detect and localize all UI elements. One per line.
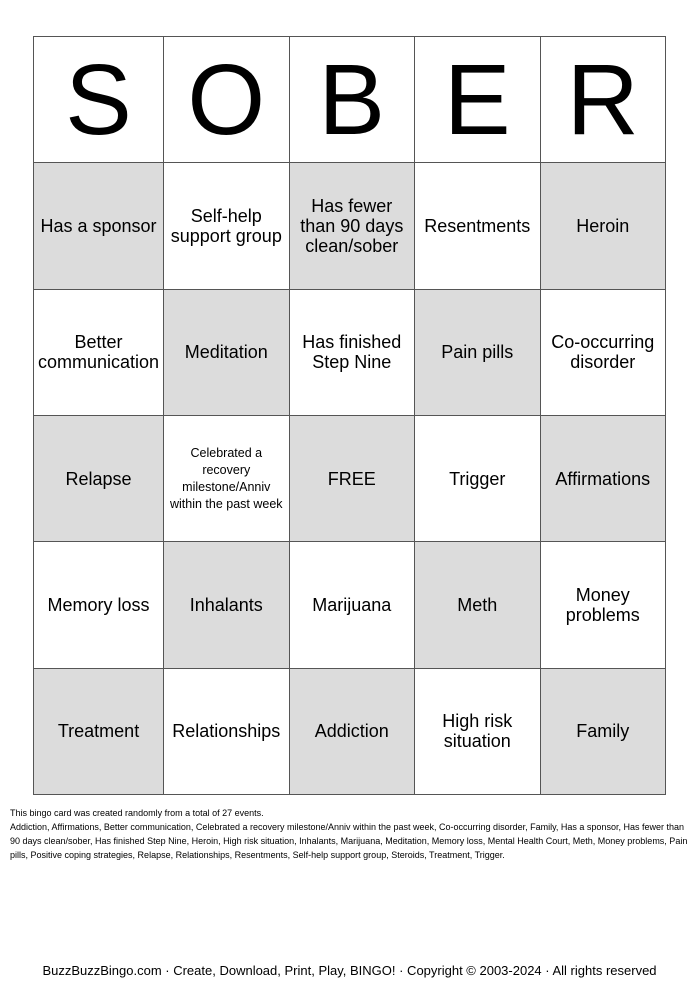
header-letter: S: [34, 37, 164, 163]
header-letter: O: [164, 37, 289, 163]
bingo-cell: Co-occurring disorder: [541, 290, 667, 416]
bingo-card: [33, 36, 666, 795]
bingo-cell: Resentments: [415, 163, 540, 289]
bingo-cell: Better communication: [34, 290, 164, 416]
bingo-cell: Has finished Step Nine: [290, 290, 415, 416]
footer: BuzzBuzzBingo.com · Create, Download, Print, Play, BINGO! · Copyright © 2003-2024 · All rights reserved: [42, 963, 657, 978]
bingo-cell: Relationships: [164, 669, 289, 795]
bingo-cell: Self-help support group: [164, 163, 289, 289]
info-line: This bingo card was created randomly from a total of 27 events.: [10, 808, 264, 818]
bingo-cell: Affirmations: [541, 416, 667, 542]
bingo-cell: Has fewer than 90 days clean/sober: [290, 163, 415, 289]
bingo-cell: Treatment: [34, 669, 164, 795]
header-letter: R: [541, 37, 667, 163]
free-cell: FREE: [290, 416, 415, 542]
bingo-cell: Heroin: [541, 163, 667, 289]
bingo-cell: Family: [541, 669, 667, 795]
bingo-cell: Meditation: [164, 290, 289, 416]
bingo-cell: Pain pills: [415, 290, 540, 416]
bingo-cell: Memory loss: [34, 542, 164, 668]
header-letter: E: [415, 37, 540, 163]
events-list: Addiction, Affirmations, Better communication, Celebrated a recovery milestone/Anniv within the past week, Co-occurring disorder, Family, Has a sponsor, Has fewer than 90 days clean/sober, Has finished Step Nine, Heroin, High risk situation, Inhalants, Marijuana, Meditation, Memory loss, Mental Health Court, Meth, Money problems, Pain pills, Positive coping strategies, Relapse, Relationships, Resentments, Self-help support group, Steroids, Treatment, Trigger.: [10, 822, 688, 860]
header-letter: B: [290, 37, 415, 163]
card-info: [10, 806, 690, 862]
bingo-cell: Addiction: [290, 669, 415, 795]
bingo-cell: Relapse: [34, 416, 164, 542]
bingo-cell: Trigger: [415, 416, 540, 542]
bingo-cell: High risk situation: [415, 669, 540, 795]
bingo-cell: Meth: [415, 542, 540, 668]
bingo-cell: Has a sponsor: [34, 163, 164, 289]
bingo-cell: Inhalants: [164, 542, 289, 668]
bingo-cell: Celebrated a recovery milestone/Anniv within the past week: [164, 416, 289, 542]
bingo-cell: Money problems: [541, 542, 667, 668]
bingo-cell: Marijuana: [290, 542, 415, 668]
